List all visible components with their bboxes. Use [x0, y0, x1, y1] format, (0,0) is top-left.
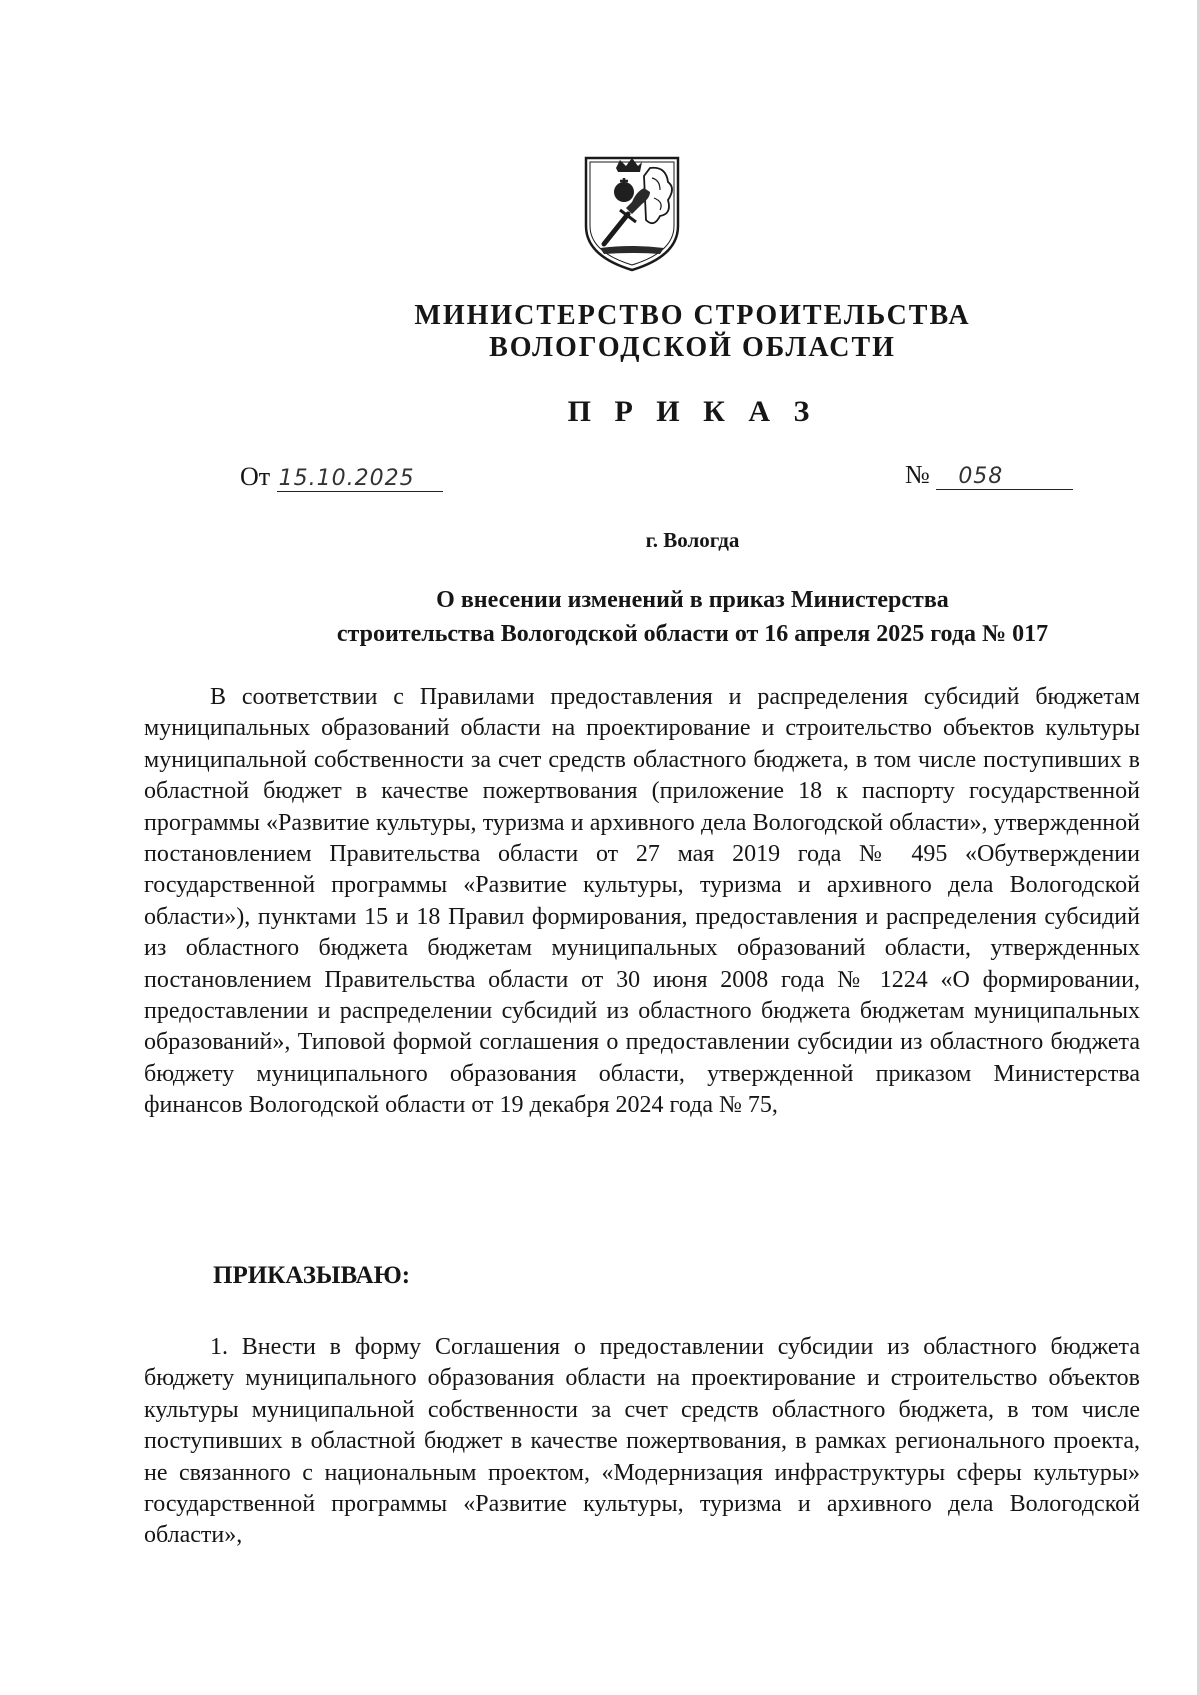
clause-1-paragraph: 1. Внести в форму Соглашения о предоставлении субсидии из областного бюджета бюджету муниципального образования области на проектирование и строительство объектов культуры муниципальной собственности за счет средств областного бюджета, в том числе поступивших в областной бюджет в качестве пожертвования, в рамках регионального проекта, не связанного с национальным проектом, «Модернизация инфраструктуры сферы культуры» государственной программы «Развитие культуры, туризма и архивного дела Вологодской области»,: [144, 1334, 1140, 1549]
ministry-name-line1: МИНИСТЕРСТВО СТРОИТЕЛЬСТВА: [414, 300, 971, 331]
date-prefix: От: [240, 462, 271, 491]
date-value: 15.10.2025: [277, 466, 443, 492]
orders-heading: ПРИКАЗЫВАЮ:: [213, 1262, 411, 1289]
ministry-name-line2: ВОЛОГОДСКОЙ ОБЛАСТИ: [489, 332, 896, 363]
preamble-paragraph: В соответствии с Правилами предоставления и распределения субсидий бюджетам муниципальных образований области на проектирование и строительство объектов культуры муниципальной собственности за счет средств областного бюджета, в том числе поступивших в областной бюджет в качестве пожертвования (приложение 18 к паспорту государственной программы «Развитие культуры, туризма и архивного дела Вологодской области», утвержденной постановлением Правительства области от 27 мая 2019 года № 495 «Обутверждении государственной программы «Развитие культуры, туризма и архивного дела Вологодской области»), пунктами 15 и 18 Правил формирования, предоставления и распределения субсидий из областного бюджета бюджетам муниципальных образований области, утвержденных постановлением Правительства области от 30 июня 2008 года № 1224 «О формировании, предоставлении и распределении субсидий из областного бюджета бюджетам муниципальных образований», Типовой формой соглашения о предоставлении субсидии из областного бюджета бюджету муниципального образования области, утвержденной приказом Министерства финансов Вологодской области от 19 декабря 2024 года № 75,: [144, 684, 1140, 1119]
subject-line1: О внесении изменений в приказ Министерства: [436, 587, 949, 613]
subject-line2: строительства Вологодской области от 16 апреля 2025 года № 017: [336, 621, 1049, 647]
document-type-title: П Р И К А З: [567, 395, 818, 428]
document-number: [905, 460, 1073, 490]
coat-of-arms-icon: [580, 148, 684, 274]
city-name: г. Вологда: [645, 528, 740, 552]
document-date: [240, 462, 443, 492]
number-value: 058: [936, 464, 1073, 490]
number-prefix: №: [905, 460, 930, 489]
